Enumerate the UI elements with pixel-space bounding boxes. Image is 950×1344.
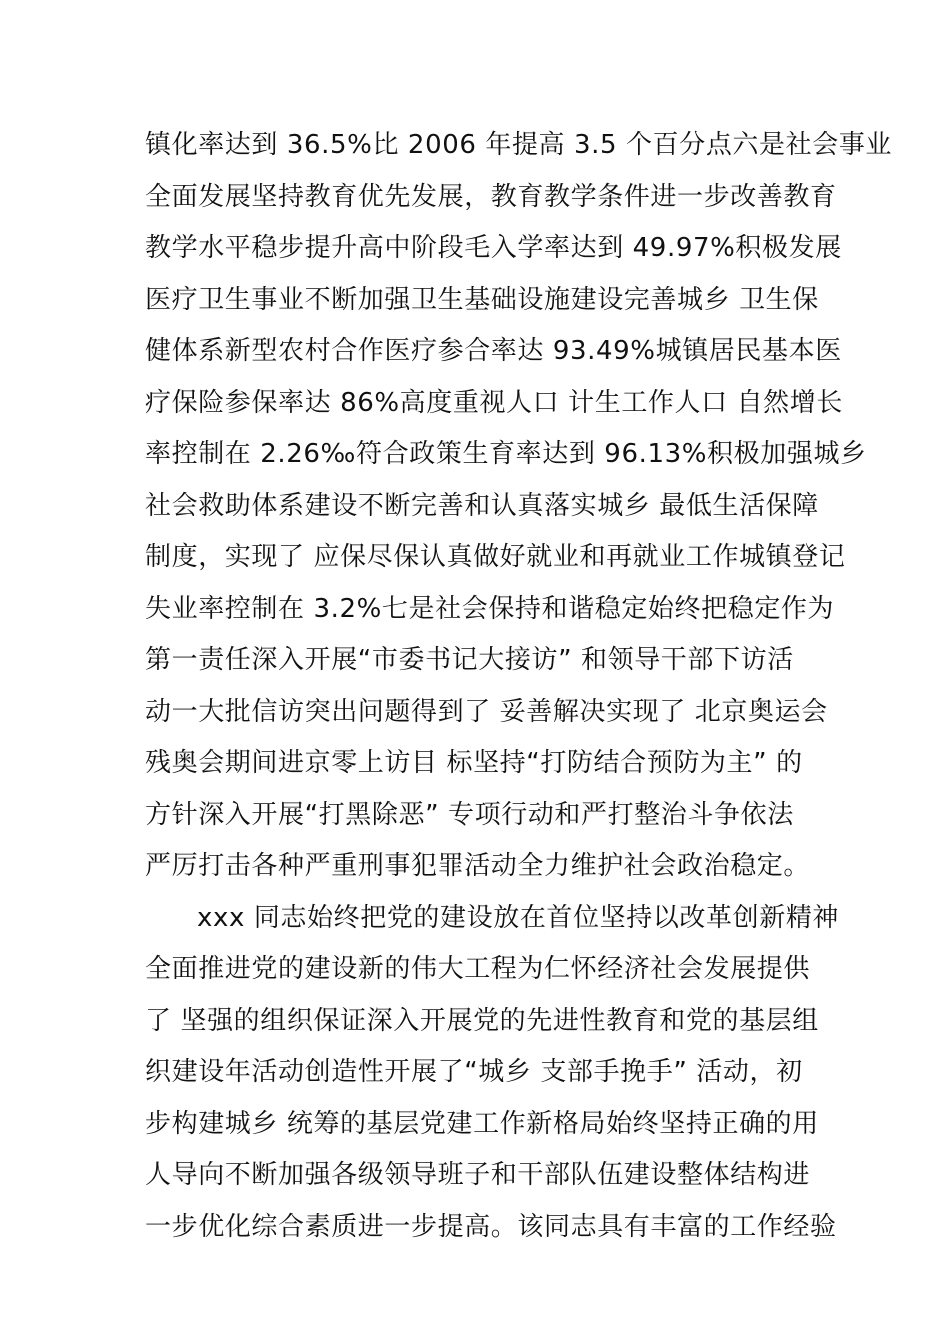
text-line: 第一责任深入开展“市委书记大接访” 和领导干部下访活	[145, 645, 794, 675]
text-line: 镇化率达到 36.5%比 2006 年提高 3.5 个百分点六是社会事业	[145, 130, 893, 160]
text-line: 全面推进党的建设新的伟大工程为仁怀经济社会发展提供	[145, 954, 811, 984]
text-line: 严厉打击各种严重刑事犯罪活动全力维护社会政治稳定。	[145, 851, 811, 881]
paragraph-1	[145, 120, 893, 893]
text-line: 人导向不断加强各级领导班子和干部队伍建设整体结构进	[145, 1160, 811, 1190]
text-line: 制度，实现了 应保尽保认真做好就业和再就业工作城镇登记	[145, 542, 846, 572]
paragraph-2	[145, 893, 840, 1254]
text-line: 率控制在 2.26‰符合政策生育率达到 96.13%积极加强城乡	[145, 439, 867, 469]
text-line: xxx 同志始终把党的建设放在首位坚持以改革创新精神	[197, 902, 840, 933]
text-line: 一步优化综合素质进一步提高。该同志具有丰富的工作经验	[145, 1211, 837, 1242]
text-line: 社会救助体系建设不断完善和认真落实城乡 最低生活保障	[145, 490, 819, 521]
text-line: 方针深入开展“打黑除恶” 专项行动和严打整治斗争依法	[145, 799, 794, 830]
text-line: 疗保险参保率达 86%高度重视人口 计生工作人口 自然增长	[145, 387, 843, 418]
text-line: 了 坚强的组织保证深入开展党的先进性教育和党的基层组	[145, 1005, 819, 1036]
text-line: 织建设年活动创造性开展了“城乡 支部手挽手” 活动，初	[145, 1057, 803, 1087]
text-line: 教学水平稳步提升高中阶段毛入学率达到 49.97%积极发展	[145, 233, 842, 263]
text-line: 失业率控制在 3.2%七是社会保持和谐稳定始终把稳定作为	[145, 593, 835, 624]
text-line: 动一大批信访突出问题得到了 妥善解决实现了 北京奥运会	[145, 696, 828, 727]
text-line: 医疗卫生事业不断加强卫生基础设施建设完善城乡 卫生保	[145, 284, 819, 315]
body-text	[145, 120, 893, 1253]
text-line: 残奥会期间进京零上访目 标坚持“打防结合预防为主” 的	[145, 748, 803, 778]
text-line: 健体系新型农村合作医疗参合率达 93.49%城镇居民基本医	[145, 336, 842, 366]
text-line: 全面发展坚持教育优先发展，教育教学条件进一步改善教育	[145, 181, 837, 212]
text-line: 步构建城乡 统筹的基层党建工作新格局始终坚持正确的用	[145, 1108, 819, 1139]
